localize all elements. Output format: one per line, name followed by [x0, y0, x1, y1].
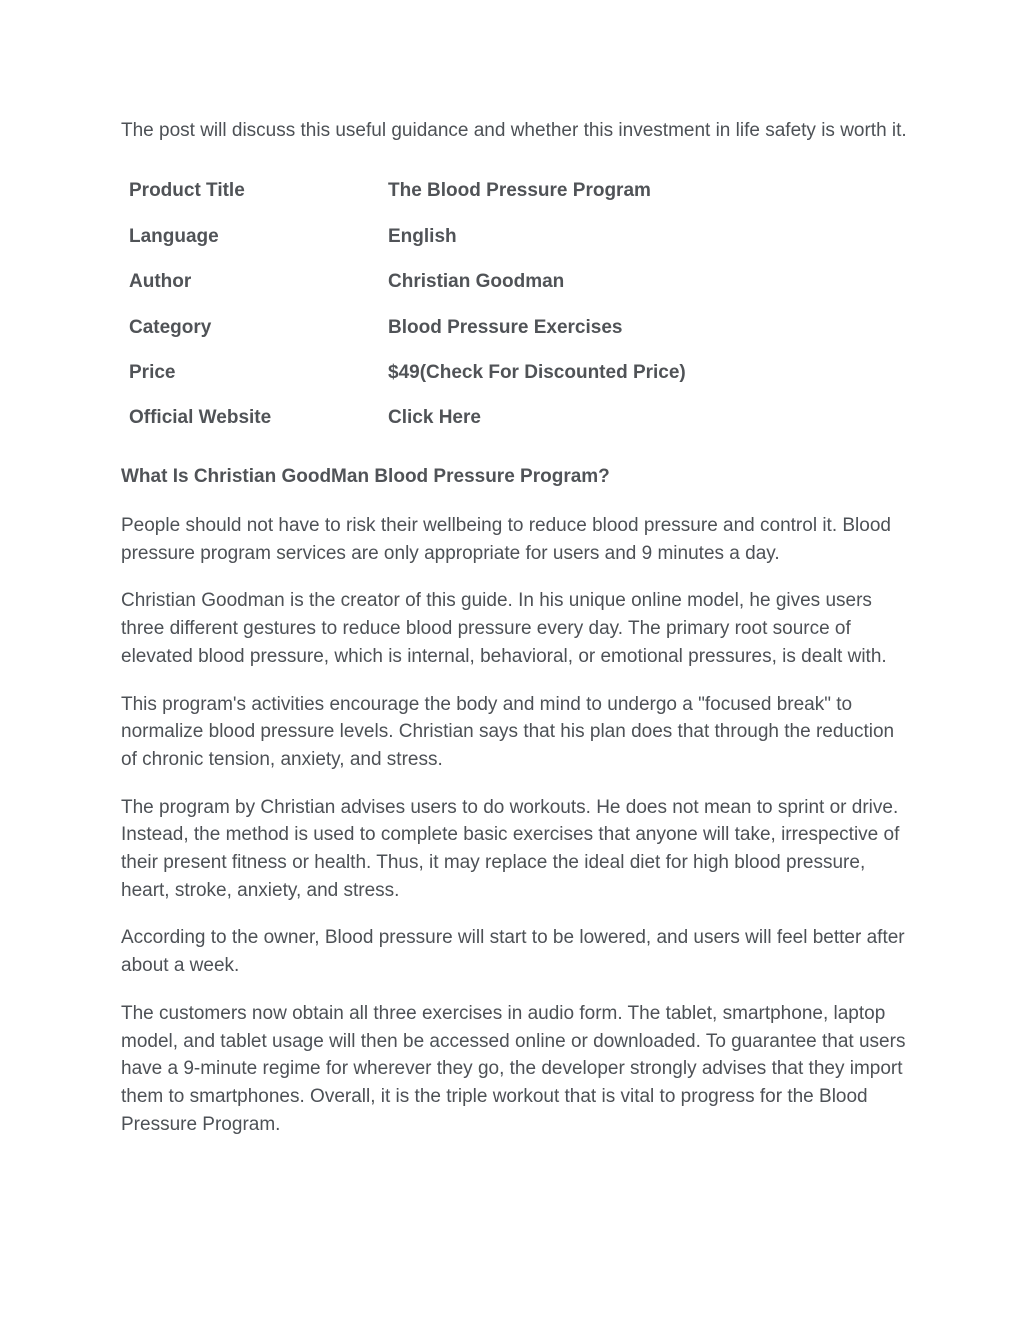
table-row [129, 396, 686, 441]
product-info-table [129, 169, 686, 441]
body-paragraph: People should not have to risk their wellbeing to reduce blood pressure and control it. Blood pressure program services are only appropriate for users and 9 minutes a day. [121, 515, 891, 564]
row-label-price: Price [129, 361, 176, 383]
table-row [129, 305, 686, 350]
official-website-link[interactable]: Click Here [388, 407, 481, 429]
section-heading: What Is Christian GoodMan Blood Pressure Program? [121, 466, 610, 488]
row-label-official-website: Official Website [129, 407, 272, 429]
row-value-official-website [388, 396, 686, 441]
row-value-product-title: The Blood Pressure Program [388, 180, 651, 202]
row-value-author: Christian Goodman [388, 271, 565, 293]
table-row [129, 169, 686, 214]
row-label-author: Author [129, 271, 192, 293]
table-row [129, 350, 686, 395]
body-paragraph: This program's activities encourage the body and mind to undergo a "focused break" to normalize blood pressure levels. Christian says that his plan does that through the reduction of chronic tension, anxiety, and stress. [121, 693, 895, 770]
row-value-category: Blood Pressure Exercises [388, 316, 623, 338]
table-row [129, 259, 686, 304]
row-label-category: Category [129, 316, 212, 338]
row-value-price: $49(Check For Discounted Price) [388, 361, 686, 383]
body-paragraph: The program by Christian advises users to do workouts. He does not mean to sprint or drive. Instead, the method is used to complete basic exercises that anyone will take, irrespective of their present fitness or health. Thus, it may replace the ideal diet for high blood pressure, heart, stroke, anxiety, and stress. [121, 796, 900, 901]
body-paragraph: The customers now obtain all three exercises in audio form. The tablet, smartphone, laptop model, and tablet usage will then be accessed online or downloaded. To guarantee that users have a 9-minute regime for wherever they go, the developer strongly advises that they import them to smartphones. Overall, it is the triple workout that is vital to progress for the Blood Pressure Program. [121, 1002, 906, 1135]
row-label-product-title: Product Title [129, 180, 245, 202]
intro-paragraph: The post will discuss this useful guidance and whether this investment in life safety is worth it. [121, 120, 907, 141]
table-row [129, 214, 686, 259]
body-paragraph: Christian Goodman is the creator of this guide. In his unique online model, he gives users three different gestures to reduce blood pressure every day. The primary root source of elevated blood pressure, which is internal, behavioral, or emotional pressures, is dealt with. [121, 590, 887, 667]
body-paragraph: According to the owner, Blood pressure will start to be lowered, and users will feel better after about a week. [121, 927, 905, 977]
row-value-language: English [388, 225, 457, 247]
row-label-language: Language [129, 225, 219, 247]
document-page [121, 117, 911, 1158]
